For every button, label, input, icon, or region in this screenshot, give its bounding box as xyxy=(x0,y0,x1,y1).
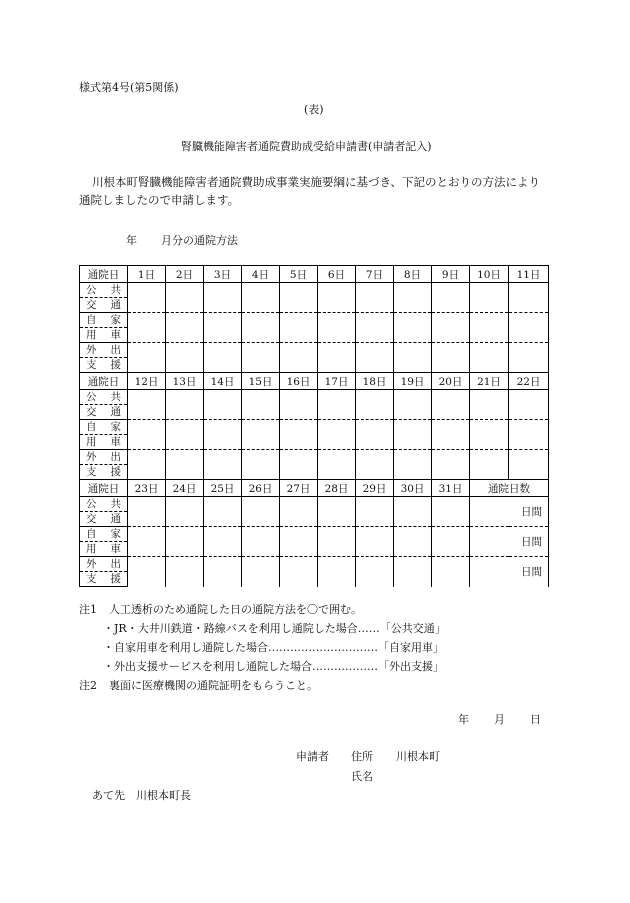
entry-cell[interactable] xyxy=(432,557,470,587)
entry-cell[interactable] xyxy=(128,343,166,373)
day-cell: 1日 xyxy=(128,266,166,283)
entry-cell[interactable] xyxy=(280,557,318,587)
entry-cell[interactable] xyxy=(242,497,280,527)
entry-cell[interactable] xyxy=(394,497,432,527)
day-cell: 22日 xyxy=(509,373,549,390)
entry-cell[interactable] xyxy=(242,390,280,420)
entry-cell[interactable] xyxy=(280,283,318,313)
entry-cell[interactable] xyxy=(356,527,394,557)
method-label-top xyxy=(80,283,128,298)
side-label: (表) xyxy=(304,103,324,116)
day-cell: 27日 xyxy=(280,480,318,497)
addressee-value: 川根本町長 xyxy=(136,789,191,802)
entry-cell[interactable] xyxy=(356,283,394,313)
period-month: 月分の通院方法 xyxy=(161,234,238,247)
entry-cell[interactable] xyxy=(318,557,356,587)
note-1-label: 注1 xyxy=(79,603,97,616)
entry-cell[interactable] xyxy=(356,390,394,420)
day-cell: 15日 xyxy=(242,373,280,390)
method-label-bottom xyxy=(80,512,128,527)
date-day: 日 xyxy=(530,713,541,726)
entry-cell[interactable] xyxy=(394,557,432,587)
entry-cell[interactable] xyxy=(242,527,280,557)
method-char: 支 xyxy=(86,573,97,585)
entry-cell[interactable] xyxy=(128,283,166,313)
entry-cell[interactable] xyxy=(432,527,470,557)
method-row xyxy=(80,313,549,328)
method-char: 援 xyxy=(110,466,121,478)
entry-cell[interactable] xyxy=(509,420,549,450)
total-days-cell[interactable] xyxy=(470,557,549,587)
day-header-row xyxy=(80,480,549,497)
name-label: 氏名 xyxy=(351,770,373,783)
entry-cell[interactable] xyxy=(470,283,509,313)
total-days-cell[interactable] xyxy=(470,497,549,527)
entry-cell[interactable] xyxy=(318,390,356,420)
entry-cell[interactable] xyxy=(242,313,280,343)
day-cell: 13日 xyxy=(166,373,204,390)
method-char: 交 xyxy=(86,299,97,311)
method-label-bottom xyxy=(80,435,128,450)
day-cell: 9日 xyxy=(432,266,470,283)
method-char: 交 xyxy=(86,513,97,525)
entry-cell[interactable] xyxy=(432,420,470,450)
method-row xyxy=(80,420,549,435)
entry-cell[interactable] xyxy=(356,343,394,373)
entry-cell[interactable] xyxy=(394,390,432,420)
entry-cell[interactable] xyxy=(356,420,394,450)
entry-cell[interactable] xyxy=(280,343,318,373)
method-char: 自 xyxy=(86,421,97,433)
entry-cell[interactable] xyxy=(509,450,549,480)
entry-cell[interactable] xyxy=(204,557,242,587)
day-cell: 28日 xyxy=(318,480,356,497)
method-char: 通 xyxy=(110,513,121,525)
method-char: 共 xyxy=(110,391,121,403)
entry-cell[interactable] xyxy=(204,283,242,313)
method-char: 出 xyxy=(110,558,121,570)
entry-cell[interactable] xyxy=(204,343,242,373)
method-char: 車 xyxy=(110,543,121,555)
day-cell: 23日 xyxy=(128,480,166,497)
entry-cell[interactable] xyxy=(318,497,356,527)
entry-cell[interactable] xyxy=(166,450,204,480)
entry-cell[interactable] xyxy=(394,527,432,557)
method-char: 用 xyxy=(86,436,97,448)
day-cell: 21日 xyxy=(470,373,509,390)
entry-cell[interactable] xyxy=(204,497,242,527)
method-char: 通 xyxy=(110,299,121,311)
entry-cell[interactable] xyxy=(470,343,509,373)
method-char: 外 xyxy=(86,344,97,356)
method-char: 用 xyxy=(86,329,97,341)
method-char: 公 xyxy=(86,498,97,510)
entry-cell[interactable] xyxy=(394,283,432,313)
entry-cell[interactable] xyxy=(318,420,356,450)
method-row xyxy=(80,497,549,512)
method-char: 家 xyxy=(110,314,121,326)
entry-cell[interactable] xyxy=(166,557,204,587)
day-cell: 18日 xyxy=(356,373,394,390)
day-cell: 7日 xyxy=(356,266,394,283)
entry-cell[interactable] xyxy=(166,497,204,527)
commute-method-table xyxy=(79,265,549,587)
day-cell: 14日 xyxy=(204,373,242,390)
entry-cell[interactable] xyxy=(166,390,204,420)
method-char: 外 xyxy=(86,558,97,570)
total-days-header: 通院日数 xyxy=(470,480,549,497)
method-label-top xyxy=(80,313,128,328)
day-cell: 16日 xyxy=(280,373,318,390)
entry-cell[interactable] xyxy=(166,283,204,313)
entry-cell[interactable] xyxy=(470,420,509,450)
entry-cell[interactable] xyxy=(318,283,356,313)
method-char: 通 xyxy=(110,406,121,418)
entry-cell[interactable] xyxy=(204,420,242,450)
period-year: 年 xyxy=(126,234,137,247)
address-label: 住所 xyxy=(351,750,373,763)
method-char: 公 xyxy=(86,284,97,296)
method-char: 自 xyxy=(86,528,97,540)
method-row xyxy=(80,283,549,298)
days-unit: 日間 xyxy=(521,506,542,518)
date-month: 月 xyxy=(494,713,505,726)
entry-cell[interactable] xyxy=(204,313,242,343)
note-1-text: 人工透析のため通院した日の通院方法を〇で囲む。 xyxy=(109,603,362,616)
entry-cell[interactable] xyxy=(166,343,204,373)
addressee-label: あて先 xyxy=(92,789,125,802)
day-header-label: 通院日 xyxy=(80,373,128,390)
note-2-label: 注2 xyxy=(79,679,97,692)
method-row xyxy=(80,390,549,405)
entry-cell[interactable] xyxy=(166,420,204,450)
method-label-top xyxy=(80,343,128,358)
entry-cell[interactable] xyxy=(432,390,470,420)
note-bullet-support: ・外出支援サービスを利用し通院した場合………………「外出支援」 xyxy=(103,660,444,673)
entry-cell[interactable] xyxy=(356,450,394,480)
day-cell: 29日 xyxy=(356,480,394,497)
method-char: 共 xyxy=(110,284,121,296)
date-year: 年 xyxy=(458,713,469,726)
total-days-cell[interactable] xyxy=(470,527,549,557)
entry-cell[interactable] xyxy=(242,283,280,313)
entry-cell[interactable] xyxy=(280,497,318,527)
method-row xyxy=(80,527,549,542)
entry-cell[interactable] xyxy=(394,343,432,373)
entry-cell[interactable] xyxy=(280,313,318,343)
entry-cell[interactable] xyxy=(166,527,204,557)
day-cell: 5日 xyxy=(280,266,318,283)
entry-cell[interactable] xyxy=(204,390,242,420)
entry-cell[interactable] xyxy=(356,557,394,587)
method-char: 支 xyxy=(86,359,97,371)
day-header-label: 通院日 xyxy=(80,480,128,497)
page-title: 腎臓機能障害者通院費助成受給申請書(申請者記入) xyxy=(181,140,432,153)
method-char: 援 xyxy=(110,573,121,585)
entry-cell[interactable] xyxy=(128,420,166,450)
entry-cell[interactable] xyxy=(280,420,318,450)
entry-cell[interactable] xyxy=(242,420,280,450)
day-cell: 2日 xyxy=(166,266,204,283)
method-char: 援 xyxy=(110,359,121,371)
entry-cell[interactable] xyxy=(128,557,166,587)
method-char: 外 xyxy=(86,451,97,463)
day-header-row xyxy=(80,373,549,390)
day-cell: 6日 xyxy=(318,266,356,283)
note-bullet-public: ・JR・大井川鉄道・路線バスを利用し通院した場合……「公共交通」 xyxy=(103,622,446,635)
method-char: 出 xyxy=(110,451,121,463)
method-label-bottom xyxy=(80,405,128,420)
day-cell: 3日 xyxy=(204,266,242,283)
entry-cell[interactable] xyxy=(318,343,356,373)
day-cell: 31日 xyxy=(432,480,470,497)
entry-cell[interactable] xyxy=(432,283,470,313)
method-row xyxy=(80,450,549,465)
entry-cell[interactable] xyxy=(432,313,470,343)
entry-cell[interactable] xyxy=(318,450,356,480)
entry-cell[interactable] xyxy=(394,313,432,343)
note-2-text: 裏面に医療機関の通院証明をもらうこと。 xyxy=(109,679,318,692)
entry-cell[interactable] xyxy=(242,557,280,587)
entry-cell[interactable] xyxy=(242,450,280,480)
method-label-bottom xyxy=(80,328,128,343)
day-cell: 4日 xyxy=(242,266,280,283)
form-number: 様式第4号(第5関係) xyxy=(79,81,179,94)
entry-cell[interactable] xyxy=(280,390,318,420)
method-char: 交 xyxy=(86,406,97,418)
method-char: 公 xyxy=(86,391,97,403)
method-label-bottom xyxy=(80,358,128,373)
entry-cell[interactable] xyxy=(509,390,549,420)
day-cell: 24日 xyxy=(166,480,204,497)
entry-cell[interactable] xyxy=(128,390,166,420)
entry-cell[interactable] xyxy=(470,450,509,480)
entry-cell[interactable] xyxy=(432,343,470,373)
method-char: 車 xyxy=(110,329,121,341)
method-char: 用 xyxy=(86,543,97,555)
entry-cell[interactable] xyxy=(470,313,509,343)
days-unit: 日間 xyxy=(521,536,542,548)
day-cell: 17日 xyxy=(318,373,356,390)
day-header-label: 通院日 xyxy=(80,266,128,283)
day-cell: 11日 xyxy=(509,266,549,283)
intro-line-1: 川根本町腎臓機能障害者通院費助成事業実施要綱に基づき、下記のとおりの方法により xyxy=(92,175,541,189)
day-cell: 30日 xyxy=(394,480,432,497)
entry-cell[interactable] xyxy=(204,527,242,557)
entry-cell[interactable] xyxy=(394,420,432,450)
entry-cell[interactable] xyxy=(470,390,509,420)
entry-cell[interactable] xyxy=(204,450,242,480)
entry-cell[interactable] xyxy=(128,497,166,527)
entry-cell[interactable] xyxy=(318,313,356,343)
entry-cell[interactable] xyxy=(280,450,318,480)
note-bullet-car: ・自家用車を利用し通院した場合…………………………「自家用車」 xyxy=(103,641,444,654)
days-unit: 日間 xyxy=(521,566,542,579)
day-cell: 26日 xyxy=(242,480,280,497)
method-label-bottom xyxy=(80,465,128,480)
method-label-bottom xyxy=(80,572,128,587)
method-char: 共 xyxy=(110,498,121,510)
method-label-top xyxy=(80,497,128,512)
method-char: 家 xyxy=(110,528,121,540)
method-label-top xyxy=(80,527,128,542)
method-label-bottom xyxy=(80,298,128,313)
address-value: 川根本町 xyxy=(396,750,440,763)
entry-cell[interactable] xyxy=(128,527,166,557)
entry-cell[interactable] xyxy=(509,313,549,343)
entry-cell[interactable] xyxy=(509,283,549,313)
entry-cell[interactable] xyxy=(432,450,470,480)
entry-cell[interactable] xyxy=(166,313,204,343)
day-cell: 19日 xyxy=(394,373,432,390)
method-char: 家 xyxy=(110,421,121,433)
entry-cell[interactable] xyxy=(394,450,432,480)
method-label-top xyxy=(80,390,128,405)
day-cell: 12日 xyxy=(128,373,166,390)
method-char: 支 xyxy=(86,466,97,478)
method-label-top xyxy=(80,450,128,465)
method-char: 車 xyxy=(110,436,121,448)
day-cell: 10日 xyxy=(470,266,509,283)
method-label-bottom xyxy=(80,542,128,557)
entry-cell[interactable] xyxy=(242,343,280,373)
method-label-top xyxy=(80,557,128,572)
method-label-top xyxy=(80,420,128,435)
entry-cell[interactable] xyxy=(356,313,394,343)
day-header-row xyxy=(80,266,549,283)
entry-cell[interactable] xyxy=(356,497,394,527)
method-row xyxy=(80,557,549,572)
entry-cell[interactable] xyxy=(128,450,166,480)
entry-cell[interactable] xyxy=(509,343,549,373)
entry-cell[interactable] xyxy=(128,313,166,343)
entry-cell[interactable] xyxy=(280,527,318,557)
day-cell: 20日 xyxy=(432,373,470,390)
entry-cell[interactable] xyxy=(318,527,356,557)
method-row xyxy=(80,343,549,358)
method-char: 自 xyxy=(86,314,97,326)
entry-cell[interactable] xyxy=(432,497,470,527)
day-cell: 25日 xyxy=(204,480,242,497)
applicant-label: 申請者 xyxy=(296,750,329,763)
method-char: 出 xyxy=(110,344,121,356)
intro-line-2: 通院しましたので申請します。 xyxy=(79,193,240,207)
day-cell: 8日 xyxy=(394,266,432,283)
